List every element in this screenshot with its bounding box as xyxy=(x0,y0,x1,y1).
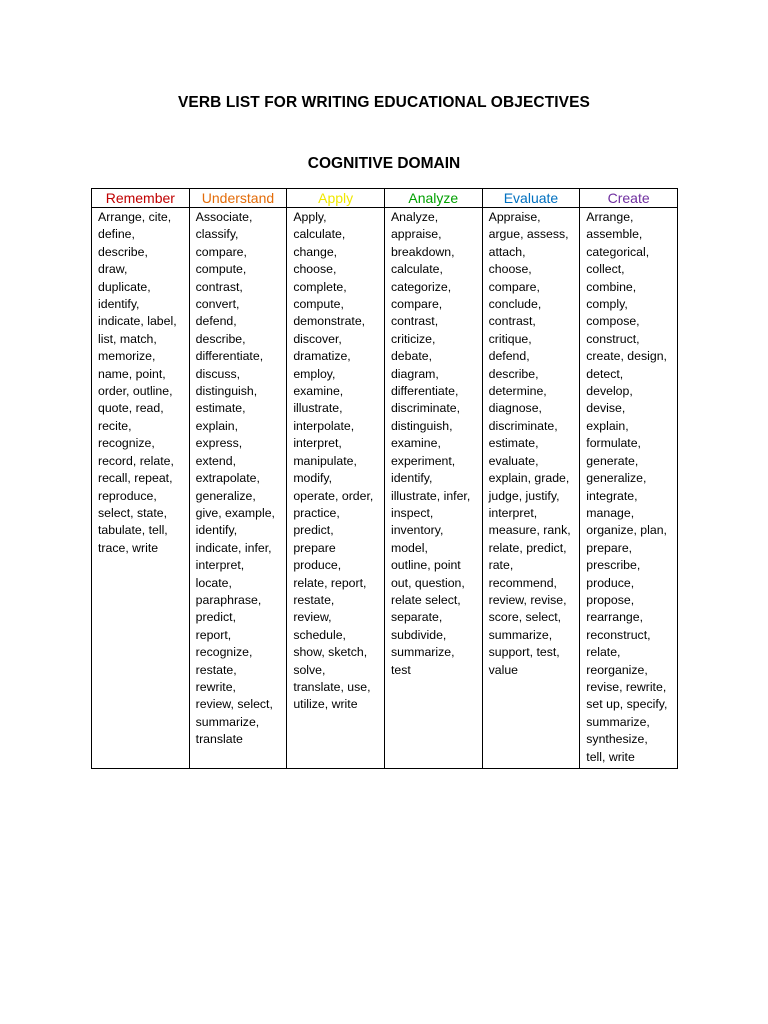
verb-line: formulate, xyxy=(586,436,641,451)
verb-line: record, relate, xyxy=(98,453,174,468)
verb-line: revise, rewrite, xyxy=(586,679,667,694)
verb-line: categorize, xyxy=(390,279,452,294)
verbs-understand xyxy=(189,208,287,769)
verb-line: Associate, xyxy=(195,210,253,224)
verb-line: dramatize, xyxy=(293,349,351,364)
verb-line: rate, xyxy=(488,558,514,573)
verb-line: recommend, xyxy=(488,575,557,590)
verb-line: Appraise, xyxy=(488,210,541,224)
verb-line: tabulate, tell, xyxy=(98,523,168,538)
verb-line: conclude, xyxy=(488,297,542,312)
verb-line: diagram, xyxy=(390,366,439,381)
verb-line: contrast, xyxy=(195,279,243,294)
verb-line: examine, xyxy=(293,384,344,399)
verb-line: reconstruct, xyxy=(586,627,651,642)
verb-line: inventory, xyxy=(390,523,444,538)
verb-line: produce, xyxy=(586,575,635,590)
verb-line: support, test, xyxy=(488,645,560,660)
verb-line: indicate, infer, xyxy=(195,540,272,555)
verb-line: integrate, xyxy=(586,488,638,503)
verb-line: prepare xyxy=(293,540,336,555)
verb-line: contrast, xyxy=(488,314,536,329)
verbs-evaluate xyxy=(482,208,580,769)
verb-line: discuss, xyxy=(195,366,241,381)
verb-line: detect, xyxy=(586,366,624,381)
verb-line: summarize, xyxy=(586,714,650,729)
verb-line: interpolate, xyxy=(293,418,355,433)
verb-line: summarize, xyxy=(195,714,260,729)
verb-line: distinguish, xyxy=(195,384,258,399)
verb-line: Analyze, xyxy=(390,210,439,224)
header-evaluate: Evaluate xyxy=(482,189,580,208)
verb-line: utilize, write xyxy=(293,697,358,712)
verb-line: change, xyxy=(293,244,338,259)
verb-line: calculate, xyxy=(390,262,443,277)
verb-line: predict, xyxy=(293,523,334,538)
verb-line: differentiate, xyxy=(390,384,459,399)
verb-line: translate xyxy=(195,732,243,747)
verb-line: collect, xyxy=(586,262,625,277)
verb-line: generalize, xyxy=(195,488,256,503)
verb-line: relate, xyxy=(586,645,621,660)
verb-line: explain, xyxy=(195,418,239,433)
verb-line: categorical, xyxy=(586,244,650,259)
verb-line: paraphrase, xyxy=(195,592,262,607)
verb-line: differentiate, xyxy=(195,349,264,364)
verb-line: subdivide, xyxy=(390,627,447,642)
verb-line: produce, xyxy=(293,558,342,573)
verb-line: breakdown, xyxy=(390,244,455,259)
verb-line: name, point, xyxy=(98,366,166,381)
verb-line: defend, xyxy=(195,314,237,329)
verb-line: comply, xyxy=(586,297,628,312)
verb-line: out, question, xyxy=(390,575,465,590)
verb-line: evaluate, xyxy=(488,453,539,468)
verb-line: describe, xyxy=(195,331,246,346)
verb-line: choose, xyxy=(488,262,532,277)
verb-line: explain, grade, xyxy=(488,471,570,486)
verb-line: model, xyxy=(390,540,428,555)
verb-line: Arrange, cite, xyxy=(98,210,172,224)
verb-line: identify, xyxy=(195,523,238,538)
page-title: VERB LIST FOR WRITING EDUCATIONAL OBJECTIVES xyxy=(177,94,590,111)
verb-line: Arrange, xyxy=(586,210,634,224)
verb-line: organize, plan, xyxy=(586,523,667,538)
verb-line: compare, xyxy=(390,297,443,312)
verb-line: review, select, xyxy=(195,697,273,712)
verb-line: locate, xyxy=(195,575,232,590)
verb-line: construct, xyxy=(586,331,640,346)
verb-line: express, xyxy=(195,436,243,451)
verb-line: review, xyxy=(293,610,332,625)
verb-line: estimate, xyxy=(488,436,539,451)
verb-line: list, match, xyxy=(98,331,157,346)
verb-line: compose, xyxy=(586,314,640,329)
verb-line: interpret, xyxy=(195,558,245,573)
verb-line: inspect, xyxy=(390,505,434,520)
verb-line: develop, xyxy=(586,384,633,399)
verb-line: complete, xyxy=(293,279,347,294)
verb-line: diagnose, xyxy=(488,401,542,416)
verb-line: summarize, xyxy=(390,645,455,660)
verb-line: interpret, xyxy=(293,436,342,451)
verb-line: estimate, xyxy=(195,401,246,416)
verb-line: recognize, xyxy=(195,645,253,660)
verb-line: contrast, xyxy=(390,314,439,329)
verb-line: define, xyxy=(98,227,135,242)
verb-line: judge, justify, xyxy=(488,488,560,503)
verb-line: describe, xyxy=(488,366,539,381)
verb-line: compare, xyxy=(195,244,247,259)
verb-line: reorganize, xyxy=(586,662,648,677)
verb-line: illustrate, infer, xyxy=(390,488,471,503)
verb-line: draw, xyxy=(98,262,128,277)
verb-line: experiment, xyxy=(390,453,456,468)
verb-line: combine, xyxy=(586,279,637,294)
verb-line: choose, xyxy=(293,262,337,277)
verb-line: summarize, xyxy=(488,627,553,642)
verb-line: modify, xyxy=(293,471,333,486)
verb-line: report, xyxy=(195,627,232,642)
verb-line: recall, repeat, xyxy=(98,471,173,486)
verb-line: compare, xyxy=(488,279,540,294)
verb-line: reproduce, xyxy=(98,488,157,503)
header-apply: Apply xyxy=(287,189,385,208)
verb-line: practice, xyxy=(293,505,340,520)
verbs-row xyxy=(92,208,678,769)
verb-line: critique, xyxy=(488,331,532,346)
verb-line: quote, read, xyxy=(98,401,164,416)
verb-line: recite, xyxy=(98,418,132,433)
verb-line: identify, xyxy=(98,297,140,312)
header-analyze: Analyze xyxy=(384,189,482,208)
verb-line: indicate, label, xyxy=(98,314,177,329)
verb-line: relate, report, xyxy=(293,575,367,590)
verb-line: recognize, xyxy=(98,436,155,451)
verb-line: trace, write xyxy=(98,540,159,555)
verb-line: manage, xyxy=(586,505,635,520)
verb-line: convert, xyxy=(195,297,240,312)
header-remember: Remember xyxy=(92,189,190,208)
verb-line: relate select, xyxy=(390,592,461,607)
verb-line: propose, xyxy=(586,592,635,607)
verb-line: employ, xyxy=(293,366,336,381)
verb-line: discriminate, xyxy=(488,418,558,433)
verb-line: schedule, xyxy=(293,627,346,642)
header-understand: Understand xyxy=(189,189,287,208)
verb-line: solve, xyxy=(293,662,326,677)
verb-line: predict, xyxy=(195,610,236,625)
verb-line: select, state, xyxy=(98,505,168,520)
verb-line: manipulate, xyxy=(293,453,357,468)
verb-line: calculate, xyxy=(293,227,346,242)
verb-line: compute, xyxy=(293,297,344,312)
verb-line: argue, assess, xyxy=(488,227,569,242)
verb-line: appraise, xyxy=(390,227,442,242)
verb-line: order, outline, xyxy=(98,384,173,399)
verb-line: demonstrate, xyxy=(293,314,366,329)
verb-line: distinguish, xyxy=(390,418,453,433)
verb-line: explain, xyxy=(586,418,629,433)
header-row xyxy=(92,189,678,208)
verb-line: extrapolate, xyxy=(195,471,260,486)
verb-line: Apply, xyxy=(293,210,327,224)
verb-line: rewrite, xyxy=(195,679,236,694)
verb-line: rearrange, xyxy=(586,610,644,625)
verb-line: debate, xyxy=(390,349,432,364)
verb-line: examine, xyxy=(390,436,441,451)
verb-line: restate, xyxy=(293,592,335,607)
verb-line: memorize, xyxy=(98,349,156,364)
verb-line: illustrate, xyxy=(293,401,343,416)
verb-line: assemble, xyxy=(586,227,643,242)
verb-line: outline, point xyxy=(390,558,461,573)
verb-line: determine, xyxy=(488,384,547,399)
verb-line: measure, rank, xyxy=(488,523,571,538)
verb-line: relate, predict, xyxy=(488,540,567,555)
verbs-analyze xyxy=(384,208,482,769)
verb-line: create, design, xyxy=(586,349,667,364)
verb-line: test xyxy=(390,662,411,677)
verb-line: operate, order, xyxy=(293,488,374,503)
verb-line: score, select, xyxy=(488,610,562,625)
verb-line: interpret, xyxy=(488,505,538,520)
verb-line: tell, write xyxy=(586,749,635,764)
verb-table xyxy=(91,188,678,769)
verb-line: generate, xyxy=(586,453,639,468)
verb-line: separate, xyxy=(390,610,443,625)
verbs-remember xyxy=(92,208,190,769)
verb-line: describe, xyxy=(98,244,148,259)
verb-line: review, revise, xyxy=(488,592,567,607)
verb-line: discover, xyxy=(293,331,342,346)
verb-line: restate, xyxy=(195,662,237,677)
verb-line: duplicate, xyxy=(98,279,151,294)
verb-line: discriminate, xyxy=(390,401,460,416)
verb-line: devise, xyxy=(586,401,626,416)
verb-line: synthesize, xyxy=(586,732,648,747)
verb-line: attach, xyxy=(488,244,526,259)
section-subtitle: COGNITIVE DOMAIN xyxy=(307,155,461,172)
verb-line: compute, xyxy=(195,262,247,277)
verb-line: show, sketch, xyxy=(293,645,368,660)
verb-line: identify, xyxy=(390,471,433,486)
verb-line: value xyxy=(488,662,519,677)
verb-line: give, example, xyxy=(195,505,275,520)
verb-line: set up, specify, xyxy=(586,697,668,712)
verb-line: defend, xyxy=(488,349,530,364)
verb-line: criticize, xyxy=(390,331,436,346)
verbs-create xyxy=(580,208,678,769)
verb-line: generalize, xyxy=(586,471,647,486)
verb-line: classify, xyxy=(195,227,239,242)
verb-line: translate, use, xyxy=(293,679,371,694)
verb-line: extend, xyxy=(195,453,236,468)
verbs-apply xyxy=(287,208,385,769)
header-create: Create xyxy=(580,189,678,208)
verb-line: prepare, xyxy=(586,540,633,555)
verb-line: prescribe, xyxy=(586,558,641,573)
